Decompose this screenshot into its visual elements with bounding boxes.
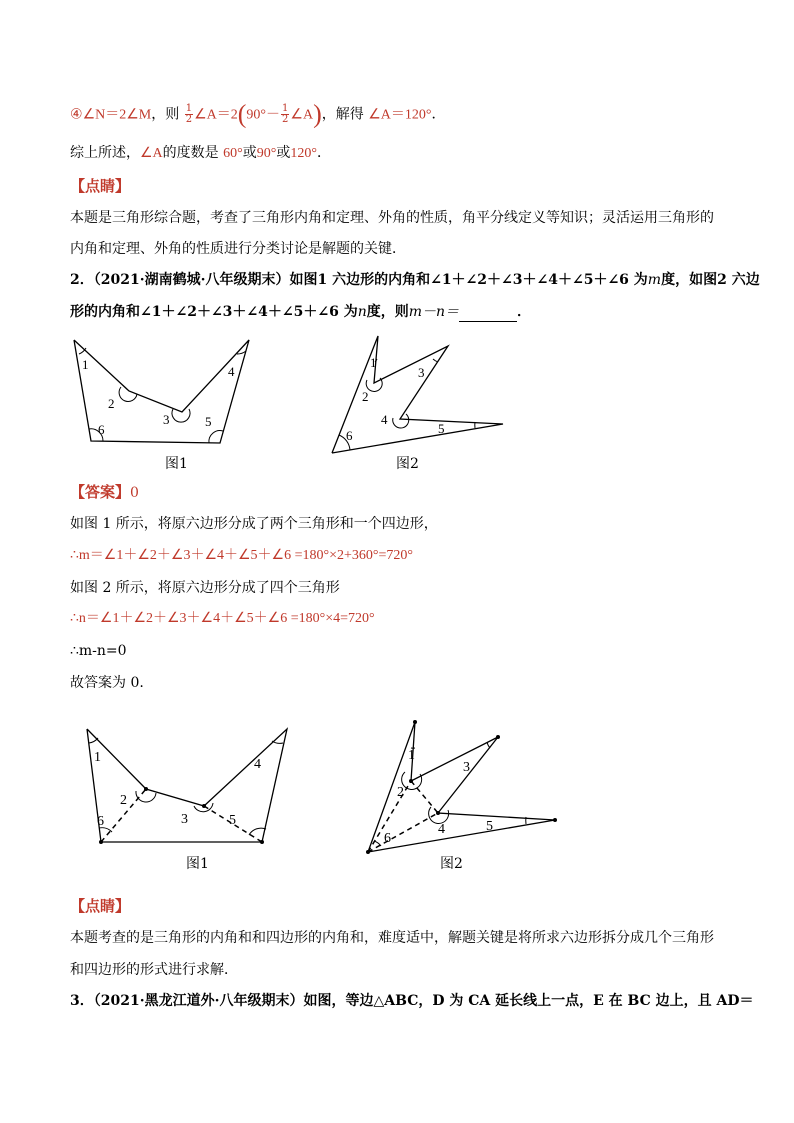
fig1s-label-6: 6 [97,814,104,829]
fig1-label-2: 2 [108,396,115,411]
fig1-label-3: 3 [163,412,170,427]
summary-v3: 120° [290,146,317,161]
summary-line [70,143,331,164]
summary-mid: 的度数是 [162,145,219,161]
fig1-label-5: 5 [205,414,212,429]
summary-v2: 90° [256,146,277,161]
comment-2-line2: 和四边形的形式进行求解． [70,962,238,978]
fig1s-label-1: 1 [94,750,101,765]
case4-math: ∠N＝2∠M [82,107,152,123]
fig2s-label-4: 4 [438,822,445,837]
case4-end: ． [431,106,446,123]
angle3-arc [433,359,438,362]
summary-v1: 60° [223,146,243,161]
q2-expr: m－n＝ [408,304,460,320]
answer-blank [459,307,517,322]
fig2s-caption: 图2 [440,856,463,872]
answer-label: 【答案】 [70,483,131,501]
dashed-diagonal-3 [411,781,438,813]
case4-frac1: $\frac{1}{2}$ [185,103,193,125]
case4-result: ∠A＝120° [368,107,432,123]
q2-number: 2． [70,272,94,288]
answer-line [70,482,139,503]
summary-math: ∠A [140,146,163,161]
q3-stem: 如图，等边△ABC，D 为 CA 延长线上一点，E 在 BC 边上，且 AD＝ [303,993,754,1009]
q2-stem-end: ． [517,304,532,320]
angle4-arc [429,807,449,823]
fig2s-label-1: 1 [408,748,415,763]
comment-label-2: 【点睛】 [70,897,131,915]
figure1-hexagon-solution [80,720,300,850]
fig2-label-1: 1 [370,355,377,370]
fig2s-label-2: 2 [397,785,404,800]
solution-line5: ∴m-n=0 [70,643,127,659]
q2-stem-d: 度，则 [366,304,409,320]
solution-line2: ∴m＝∠1＋∠2＋∠3＋∠4＋∠5＋∠6 =180°×2+360°=720° [70,548,413,563]
figure2-hexagon-top [320,322,520,462]
comment-2-line1: 本题考查的是三角形的内角和和四边形的内角和，难度适中，解题关键是将所求六边形拆分成几个三角形 [70,930,714,946]
q3-stem-line [70,991,754,1011]
case4-then: ，则 [151,106,180,123]
q2-stem-line1 [70,270,760,290]
q2-var-m: m [647,272,662,288]
answer-value: 0 [130,485,139,501]
fig2-label-3: 3 [418,365,425,380]
angle4-arc [393,414,409,428]
fig1s-label-4: 4 [254,757,261,772]
comment-1-line1: 本题是三角形综合题，考查了三角形内角和定理、外角的性质，角平分线定义等知识；灵活运用三角形的 [70,210,714,226]
solution-line3: 如图 2 所示，将原六边形分成了四个三角形 [70,580,340,596]
case4-inner2: ∠A [290,107,314,123]
angle6-arc [374,841,381,846]
q2-var-n: n [357,304,367,320]
case4-prefix: ④ [70,106,83,123]
q2-stem-b: 度，如图2 六边 [661,272,760,288]
fig2-label-4: 4 [381,412,388,427]
summary-prefix: 综上所述， [70,145,140,161]
case4-paren-open: ( [237,99,247,129]
fig2s-label-5: 5 [486,819,493,834]
comment-1-line2: 内角和定理、外角的性质进行分类讨论是解题的关键． [70,241,406,257]
fig1s-caption: 图1 [186,856,209,872]
case4-paren-close: ) [313,99,322,129]
fig2-label-5: 5 [438,421,445,436]
fig2-label-2: 2 [362,389,369,404]
comment-label-1: 【点睛】 [70,177,131,195]
angle2-arc [119,387,137,401]
case4-inner: 90°－ [246,107,281,123]
case4-solve: ，解得 [321,106,364,123]
fig1s-label-2: 2 [120,793,127,808]
fig1s-label-3: 3 [181,812,188,827]
fig2s-label-3: 3 [463,760,470,775]
solution-line1: 如图 1 所示，将原六边形分成了两个三角形和一个四边形， [70,516,438,532]
q2-stem-a: 如图1 六边形的内角和∠1＋∠2＋∠3＋∠4＋∠5＋∠6 为 [289,272,648,288]
fig1s-label-5: 5 [229,813,236,828]
summary-or2: 或 [276,145,291,161]
angle2-arc [136,791,156,802]
hexagon2-outline [332,336,503,453]
case4-eq-left: ∠A＝2 [194,107,238,123]
fig1-caption: 图1 [165,456,188,472]
fig1-label-1: 1 [82,357,89,372]
case4-frac2: $\frac{1}{2}$ [282,103,289,125]
solution-line6: 故答案为 0. [70,675,144,691]
q3-number: 3． [70,993,94,1009]
q3-source: （2021·黑龙江道外·八年级期末） [93,993,304,1009]
solution-line4: ∴n＝∠1＋∠2＋∠3＋∠4＋∠5＋∠6 =180°×4=720° [70,611,375,626]
angle1-arc [89,738,98,743]
fig1-label-4: 4 [228,364,235,379]
q2-stem-line2 [70,302,531,322]
fig2-caption: 图2 [396,456,419,472]
case4-line [70,99,446,129]
figure2-hexagon-solution [360,712,565,857]
q2-source: （2021·湖南鹤城·八年级期末） [93,272,290,288]
fig2s-label-6: 6 [384,831,391,846]
angle3-arc [487,742,490,748]
fig2-label-6: 6 [346,428,353,443]
q2-stem-c: 形的内角和∠1＋∠2＋∠3＋∠4＋∠5＋∠6 为 [70,304,358,320]
fig1-label-6: 6 [98,422,105,437]
figure1-hexagon-top [60,330,260,475]
summary-or1: 或 [242,145,257,161]
summary-end: ． [316,145,331,161]
